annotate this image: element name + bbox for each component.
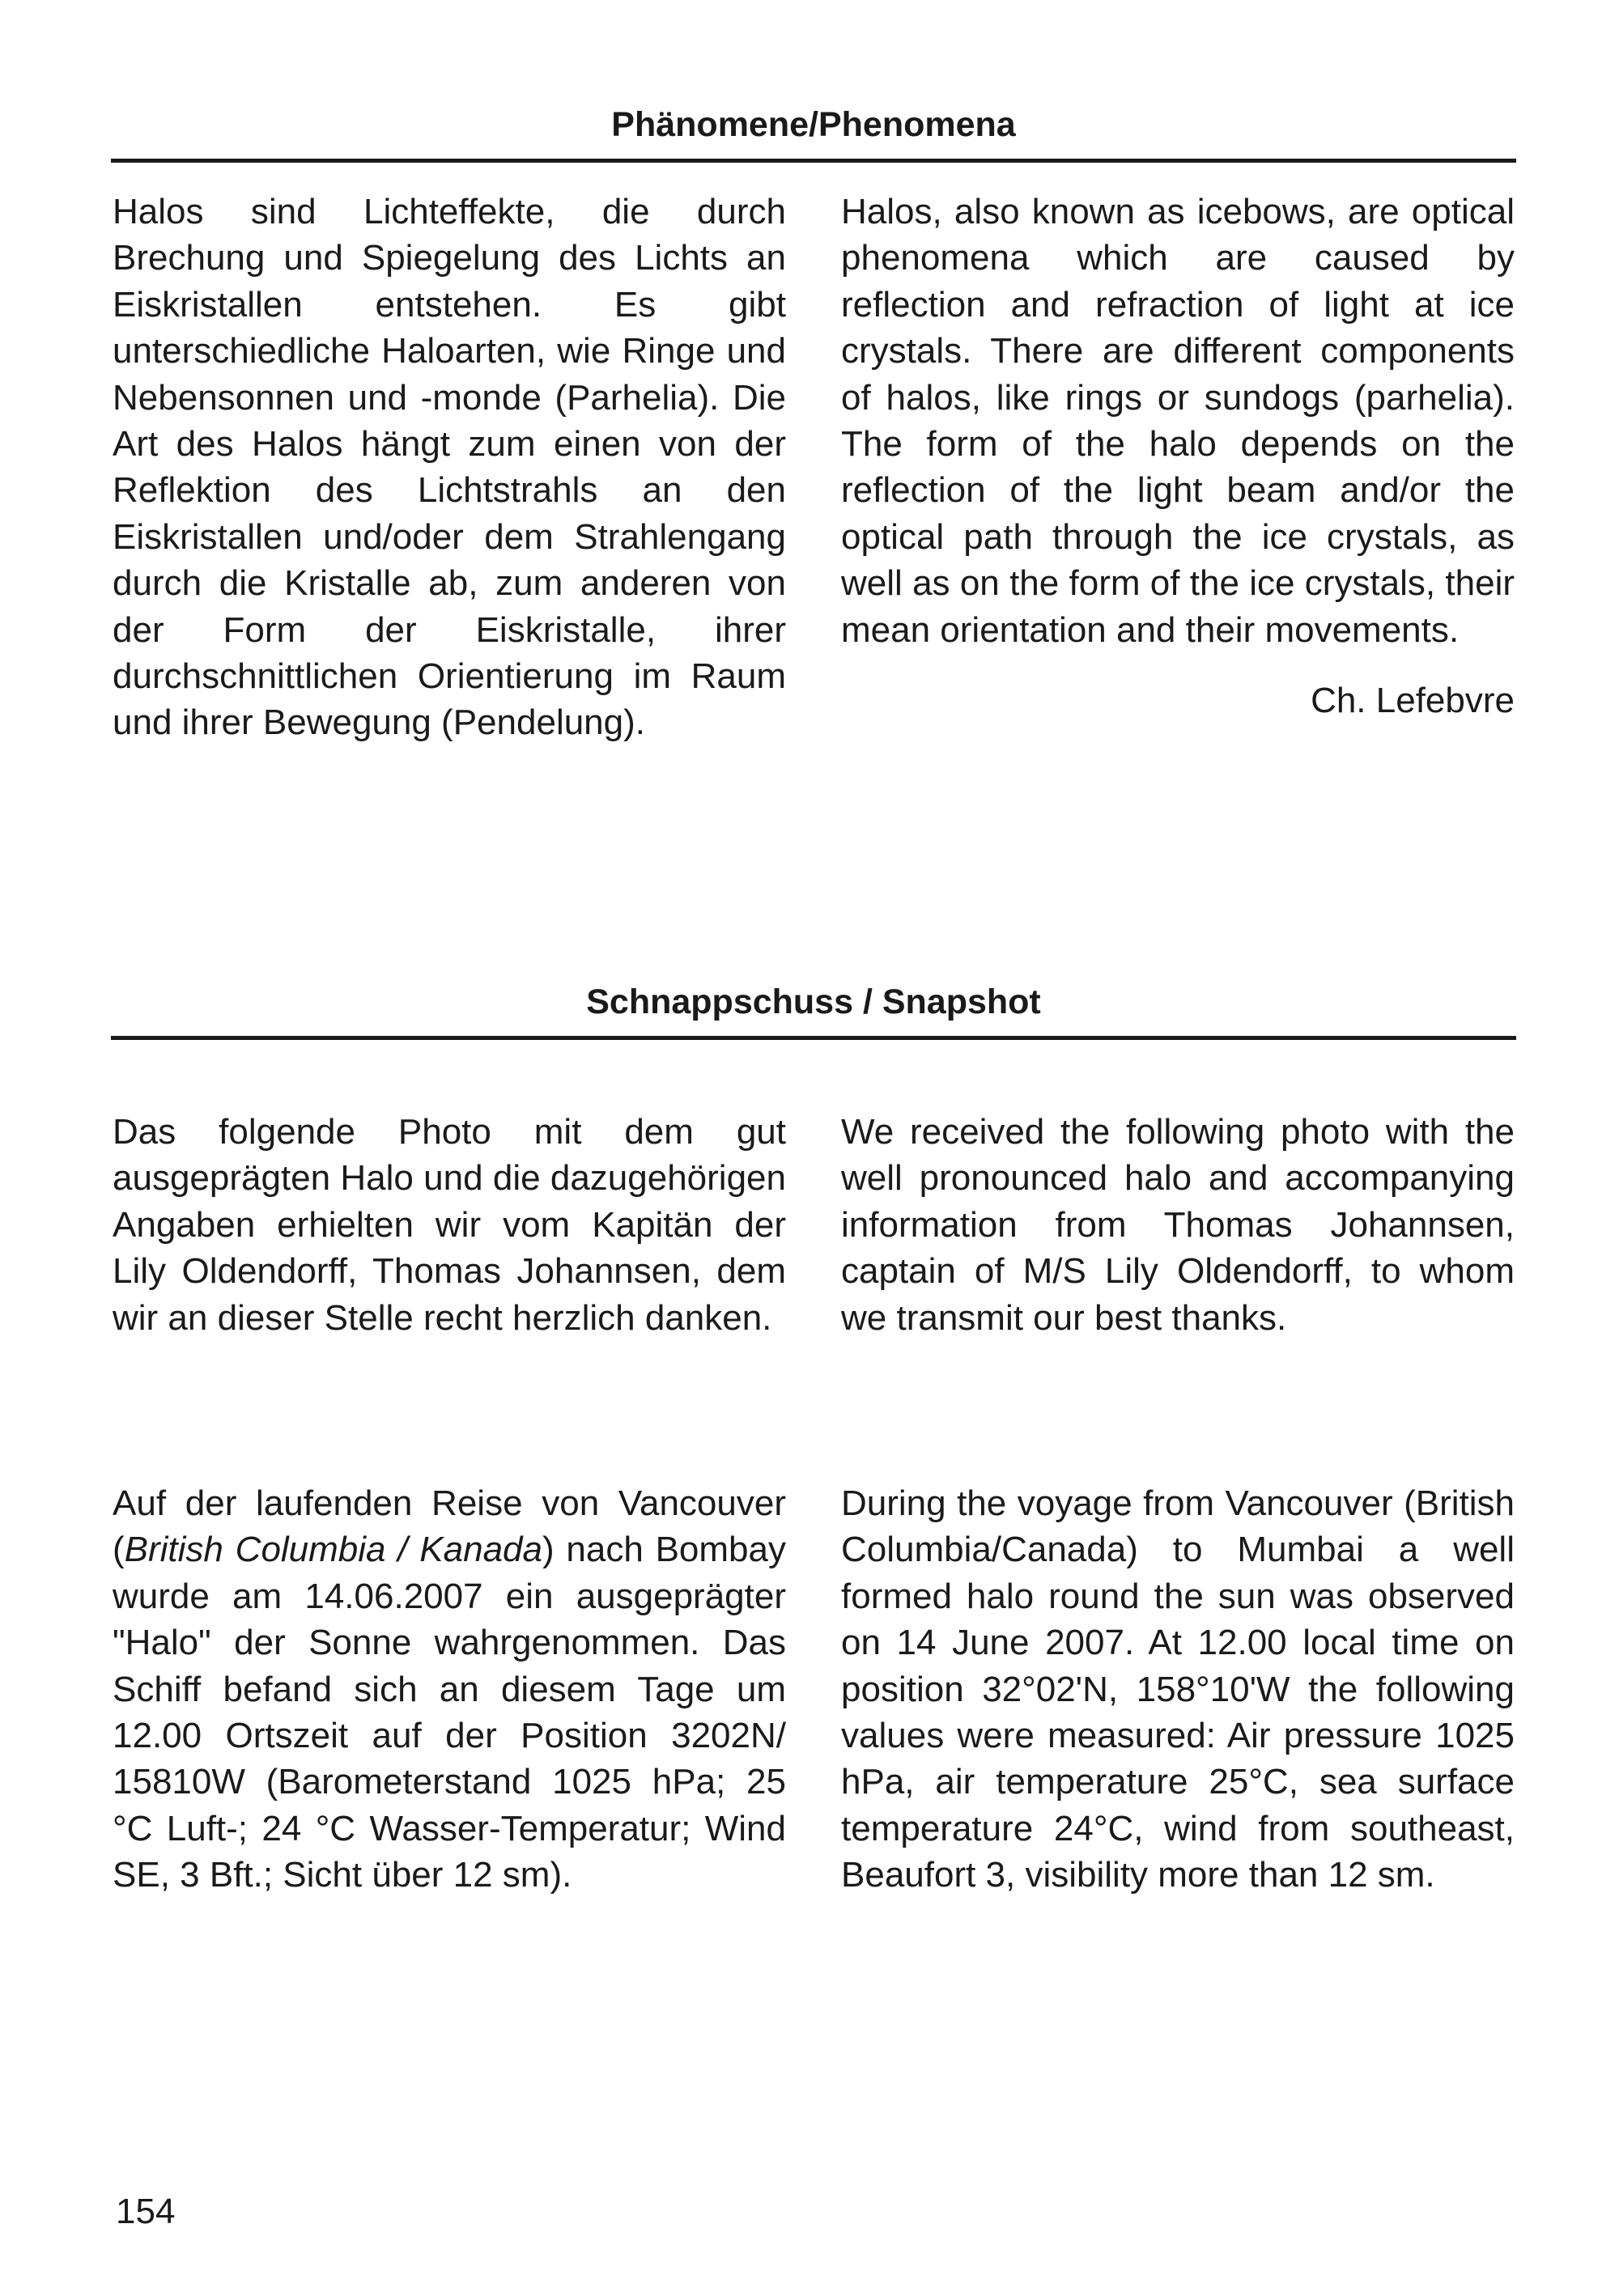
phenomena-author: Ch. Lefebvre: [1311, 681, 1515, 721]
phenomena-english-text: Halos, also known as icebows, are optical phenomena which are caused by reflection and refraction of light at ice crystals. There are different components of halos, like rings or sundogs (parhelia). The form of the halo depends on the reflection of the light beam and/or the optical path through the ice crystals, as well as on the form of the ice crystals, their mean orientation and their movements.: [841, 192, 1515, 650]
page-number: 154: [116, 2192, 176, 2231]
phenomena-english-column: [841, 189, 1515, 724]
snapshot-german-intro-column: [113, 1109, 786, 1341]
phenomena-german-text: Halos sind Lichteffekte, die durch Brechung und Spiegelung des Lichts an Eiskristallen entstehen. Es gibt unterschiedliche Haloarten, wie Ringe und Nebensonnen und -monde (Parhelia). Die Art des Halos hängt zum einen von der Reflektion des Lichtstrahls an den Eiskristallen und/oder dem Strahlengang durch die Kristalle ab, zum anderen von der Form der Eiskristalle, ihrer durchschnittlichen Orientierung im Raum und ihrer Bewegung (Pendelung).: [113, 192, 786, 743]
phenomena-german-column: [113, 189, 786, 746]
snapshot-english-report: During the voyage from Vancouver (British Columbia/Canada) to Mumbai a well formed halo round the sun was observed on 14 June 2007. At 12.00 local time on position 32°02'N, 158°10'W the following values were measured: Air pressure 1025 hPa, air temperature 25°C, sea surface temperature 24°C, wind from southeast, Beaufort 3, visibility more than 12 sm.: [841, 1483, 1515, 1895]
snapshot-title: Schnappschuss / Snapshot: [111, 981, 1516, 1040]
snapshot-german-intro: Das folgende Photo mit dem gut ausgeprägten Halo und die dazugehörigen Angaben erhielten wir vom Kapitän der Lily Oldendorff, Thomas Johannsen, dem wir an dieser Stelle recht herzlich danken.: [113, 1112, 786, 1338]
snapshot-german-report-column: [113, 1480, 786, 1899]
snapshot-german-report-suffix: ) nach Bombay wurde am 14.06.2007 ein ausgeprägter "Halo" der Sonne wahrgenommen. Das Schiff befand sich an diesem Tage um 12.00 Ortszeit auf der Position 3202N/ 15810W (Barometerstand 1025 hPa; 25 °C Luft-; 24 °C Wasser-Temperatur; Wind SE, 3 Bft.; Sicht über 12 sm).: [113, 1530, 786, 1895]
snapshot-german-report-prefix: Auf der laufenden Reise von Vancouver (: [113, 1483, 786, 1570]
snapshot-section: [111, 981, 1516, 1895]
phenomena-title: Phänomene/Phenomena: [111, 104, 1516, 163]
snapshot-german-report: [113, 1480, 786, 1899]
phenomena-section: [111, 104, 1516, 743]
snapshot-english-intro-column: [841, 1109, 1515, 1341]
snapshot-german-report-italic: British Columbia / Kanada: [124, 1530, 542, 1570]
snapshot-english-intro: We received the following photo with the well pronounced halo and accompanying information from Thomas Johannsen, captain of M/S Lily Oldendorff, to whom we transmit our best thanks.: [841, 1112, 1515, 1338]
snapshot-english-report-column: [841, 1480, 1515, 1899]
